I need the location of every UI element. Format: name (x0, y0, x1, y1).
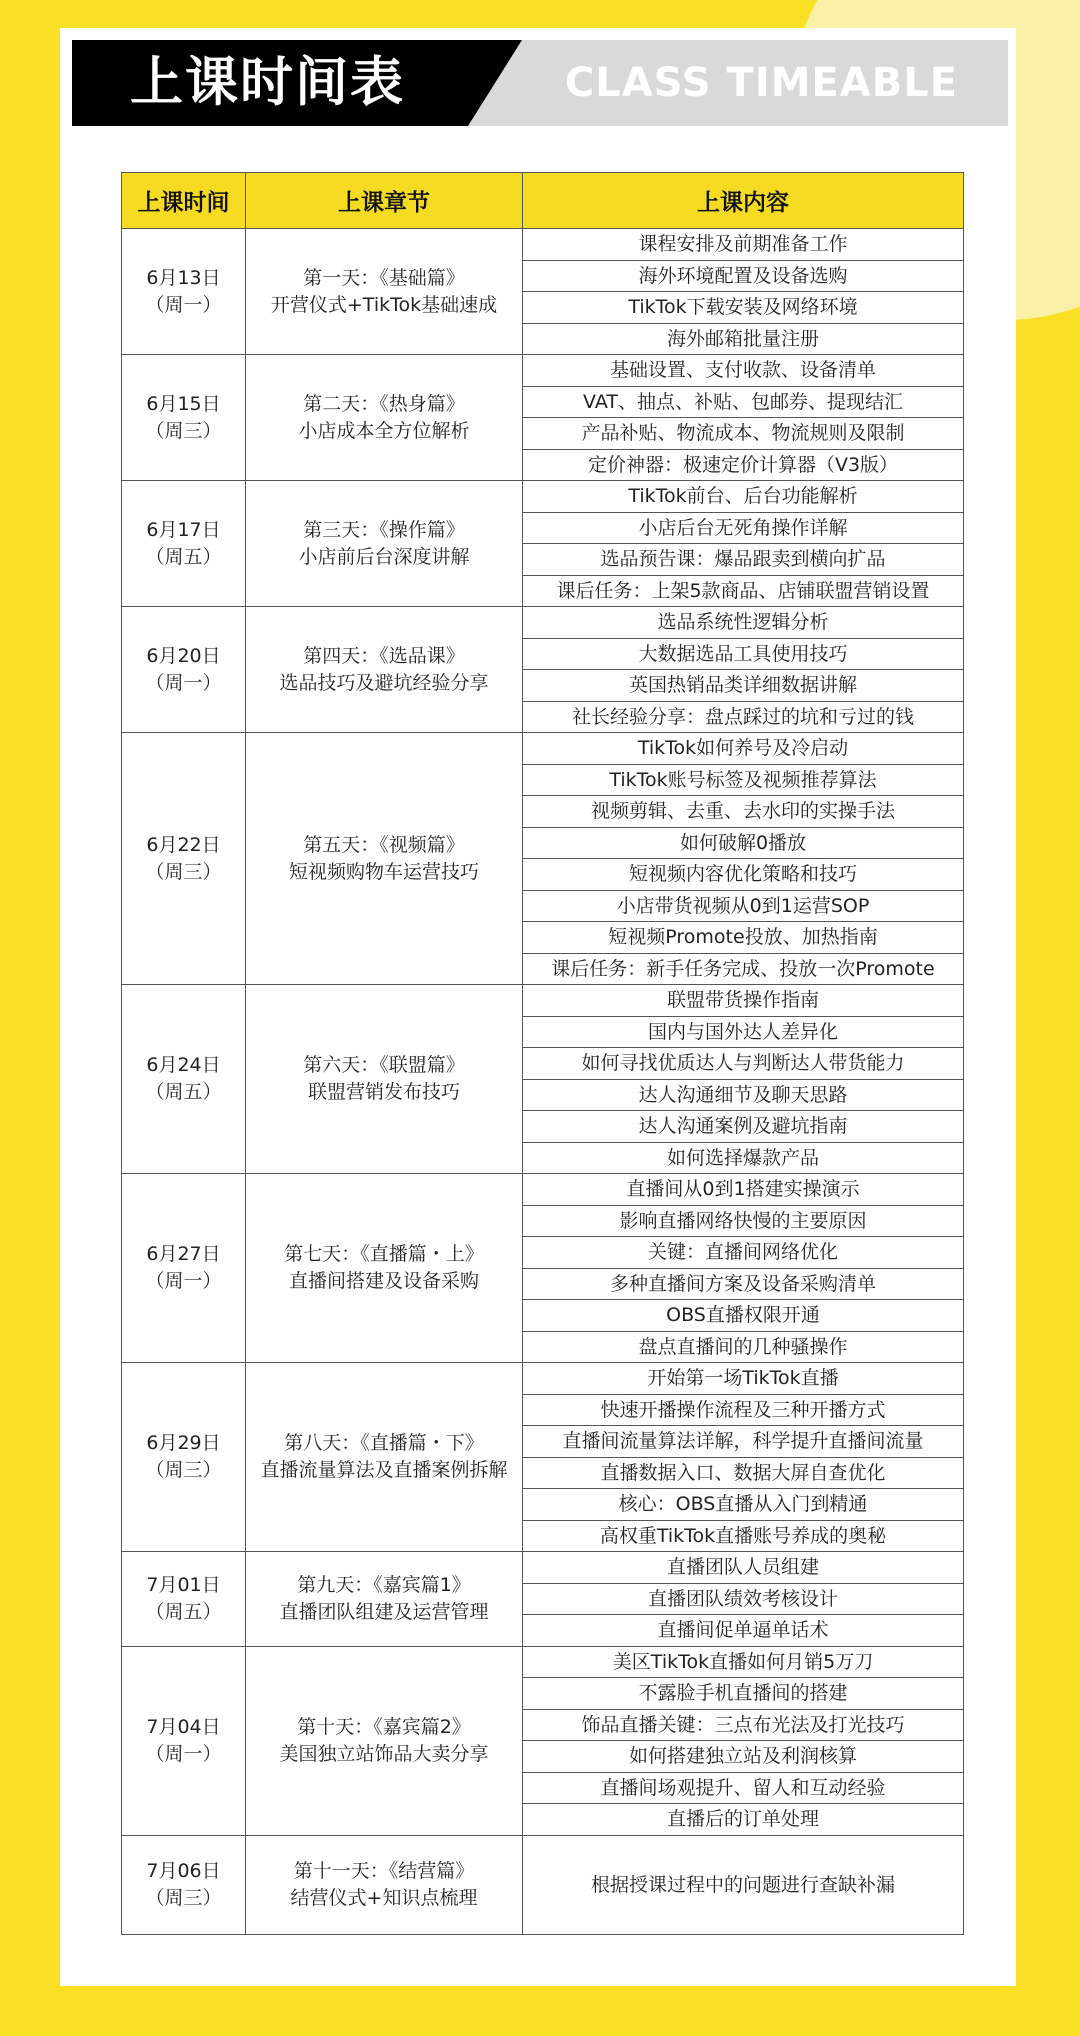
content-item: 开始第一场TikTok直播 (523, 1363, 964, 1395)
content-item: 直播间促单逼单话术 (523, 1615, 964, 1647)
content-item: 达人沟通案例及避坑指南 (523, 1111, 964, 1143)
content-item: 如何搭建独立站及利润核算 (523, 1741, 964, 1773)
chapter-topic: 短视频购物车运营技巧 (288, 860, 479, 883)
table-row (122, 1835, 964, 1934)
chapter-topic: 小店成本全方位解析 (298, 419, 470, 442)
content-item: 根据授课过程中的问题进行查缺补漏 (523, 1835, 964, 1934)
session-chapter-cell (246, 229, 523, 355)
session-chapter-cell (246, 355, 523, 481)
session-weekday: （周三） (145, 860, 222, 883)
content-item: TikTok前台、后台功能解析 (523, 481, 964, 513)
content-item: 大数据选品工具使用技巧 (523, 638, 964, 670)
session-date: 6月20日 (146, 644, 221, 667)
session-chapter-cell (246, 481, 523, 607)
column-header-content: 上课内容 (523, 173, 964, 229)
session-chapter-cell (246, 1363, 523, 1552)
content-item: TikTok下载安装及网络环境 (523, 292, 964, 324)
chapter-topic: 选品技巧及避坑经验分享 (279, 671, 489, 694)
column-header-time: 上课时间 (122, 173, 246, 229)
content-item: 社长经验分享：盘点踩过的坑和亏过的钱 (523, 701, 964, 733)
table-row (122, 1174, 964, 1206)
content-item: 基础设置、支付收款、设备清单 (523, 355, 964, 387)
session-date-cell (122, 1174, 246, 1363)
content-item: 小店带货视频从0到1运营SOP (523, 890, 964, 922)
content-item: 短视频Promote投放、加热指南 (523, 922, 964, 954)
session-date: 6月22日 (146, 833, 221, 856)
table-row (122, 229, 964, 261)
chapter-name: 第八天：《直播篇・下》 (284, 1432, 484, 1454)
content-item: 直播后的订单处理 (523, 1804, 964, 1836)
timetable-card (60, 28, 1016, 1986)
chapter-name: 第六天：《联盟篇》 (303, 1054, 465, 1076)
session-weekday: （周五） (145, 1081, 222, 1103)
session-weekday: （周一） (145, 293, 222, 316)
content-item: 如何破解0播放 (523, 827, 964, 859)
content-item: 课程安排及前期准备工作 (523, 229, 964, 261)
column-header-chapter: 上课章节 (246, 173, 523, 229)
content-item: 课后任务：上架5款商品、店铺联盟营销设置 (523, 575, 964, 607)
content-item: 海外邮箱批量注册 (523, 323, 964, 355)
session-chapter-cell (246, 985, 523, 1174)
session-date: 6月27日 (146, 1243, 221, 1265)
chapter-topic: 直播流量算法及直播案例拆解 (260, 1459, 508, 1481)
timetable (121, 172, 964, 1935)
content-item: 国内与国外达人差异化 (523, 1016, 964, 1048)
session-date: 6月17日 (146, 518, 221, 541)
chapter-name: 第一天：《基础篇》 (303, 266, 465, 289)
content-item: 如何选择爆款产品 (523, 1142, 964, 1174)
table-row (122, 607, 964, 639)
session-date-cell (122, 481, 246, 607)
content-item: VAT、抽点、补贴、包邮券、提现结汇 (523, 386, 964, 418)
session-date-cell (122, 355, 246, 481)
session-chapter-cell (246, 733, 523, 985)
chapter-topic: 直播间搭建及设备采购 (288, 1270, 479, 1292)
page-title: 上课时间表 (130, 52, 405, 113)
content-item: TikTok如何养号及冷启动 (523, 733, 964, 765)
session-date-cell (122, 1835, 246, 1934)
session-weekday: （周五） (145, 1600, 222, 1623)
table-header-row (122, 173, 964, 229)
session-date-cell (122, 1552, 246, 1647)
content-item: 直播间场观提升、留人和互动经验 (523, 1772, 964, 1804)
chapter-topic: 直播团队组建及运营管理 (279, 1600, 489, 1623)
session-weekday: （周一） (145, 1270, 222, 1292)
chapter-name: 第三天：《操作篇》 (303, 518, 465, 541)
content-item: 美区TikTok直播如何月销5万刀 (523, 1646, 964, 1678)
content-item: 英国热销品类详细数据讲解 (523, 670, 964, 702)
session-chapter-cell (246, 1835, 523, 1934)
table-row (122, 985, 964, 1017)
content-item: 盘点直播间的几种骚操作 (523, 1331, 964, 1363)
session-date: 7月06日 (146, 1859, 221, 1882)
content-item: 直播团队绩效考核设计 (523, 1583, 964, 1615)
session-date-cell (122, 229, 246, 355)
content-item: 产品补贴、物流成本、物流规则及限制 (523, 418, 964, 450)
content-item: 多种直播间方案及设备采购清单 (523, 1268, 964, 1300)
content-item: 直播团队人员组建 (523, 1552, 964, 1584)
table-row (122, 1552, 964, 1584)
content-item: 如何寻找优质达人与判断达人带货能力 (523, 1048, 964, 1080)
session-chapter-cell (246, 607, 523, 733)
content-item: 直播间从0到1搭建实操演示 (523, 1174, 964, 1206)
chapter-name: 第二天：《热身篇》 (303, 392, 465, 415)
table-row (122, 1646, 964, 1678)
content-item: 影响直播网络快慢的主要原因 (523, 1205, 964, 1237)
chapter-name: 第十天：《嘉宾篇2》 (297, 1715, 471, 1738)
chapter-topic: 小店前后台深度讲解 (298, 545, 470, 568)
session-chapter-cell (246, 1552, 523, 1647)
chapter-topic: 结营仪式+知识点梳理 (290, 1886, 478, 1909)
session-weekday: （周一） (145, 1742, 222, 1765)
content-item: 不露脸手机直播间的搭建 (523, 1678, 964, 1710)
table-row (122, 1363, 964, 1395)
session-date-cell (122, 1646, 246, 1835)
content-item: TikTok账号标签及视频推荐算法 (523, 764, 964, 796)
chapter-name: 第十一天：《结营篇》 (293, 1859, 475, 1882)
content-item: 核心：OBS直播从入门到精通 (523, 1489, 964, 1521)
chapter-name: 第四天：《选品课》 (303, 644, 465, 667)
chapter-name: 第五天：《视频篇》 (303, 833, 465, 856)
header-banner (72, 40, 1008, 126)
session-chapter-cell (246, 1646, 523, 1835)
session-weekday: （周一） (145, 671, 222, 694)
chapter-topic: 美国独立站饰品大卖分享 (279, 1742, 489, 1765)
content-item: OBS直播权限开通 (523, 1300, 964, 1332)
content-item: 课后任务：新手任务完成、投放一次Promote (523, 953, 964, 985)
session-date: 6月24日 (146, 1054, 221, 1076)
session-date: 6月13日 (146, 266, 221, 289)
content-item: 快速开播操作流程及三种开播方式 (523, 1394, 964, 1426)
session-date-cell (122, 607, 246, 733)
chapter-name: 第九天：《嘉宾篇1》 (297, 1573, 471, 1596)
chapter-topic: 开营仪式+TikTok基础速成 (270, 293, 498, 316)
content-item: 直播数据入口、数据大屏自查优化 (523, 1457, 964, 1489)
table-row (122, 481, 964, 513)
content-item: 选品预告课：爆品跟卖到横向扩品 (523, 544, 964, 576)
chapter-topic: 联盟营销发布技巧 (307, 1081, 460, 1103)
content-item: 视频剪辑、去重、去水印的实操手法 (523, 796, 964, 828)
session-date: 6月15日 (146, 392, 221, 415)
content-item: 小店后台无死角操作详解 (523, 512, 964, 544)
session-weekday: （周三） (145, 419, 222, 442)
session-date-cell (122, 733, 246, 985)
session-date-cell (122, 985, 246, 1174)
session-date: 6月29日 (146, 1432, 221, 1454)
table-row (122, 733, 964, 765)
session-weekday: （周三） (145, 1459, 222, 1481)
content-item: 定价神器：极速定价计算器（V3版） (523, 449, 964, 481)
content-item: 直播间流量算法详解，科学提升直播间流量 (523, 1426, 964, 1458)
page-subtitle: CLASS TIMEABLE (564, 60, 958, 106)
content-item: 短视频内容优化策略和技巧 (523, 859, 964, 891)
chapter-name: 第七天：《直播篇・上》 (284, 1243, 484, 1265)
content-item: 关键：直播间网络优化 (523, 1237, 964, 1269)
session-weekday: （周三） (145, 1886, 222, 1909)
content-item: 海外环境配置及设备选购 (523, 260, 964, 292)
session-weekday: （周五） (145, 545, 222, 568)
content-item: 选品系统性逻辑分析 (523, 607, 964, 639)
content-item: 饰品直播关键：三点布光法及打光技巧 (523, 1709, 964, 1741)
content-item: 达人沟通细节及聊天思路 (523, 1079, 964, 1111)
session-date: 7月04日 (146, 1715, 221, 1738)
content-item: 高权重TikTok直播账号养成的奥秘 (523, 1520, 964, 1552)
content-item: 联盟带货操作指南 (523, 985, 964, 1017)
session-date-cell (122, 1363, 246, 1552)
session-chapter-cell (246, 1174, 523, 1363)
table-row (122, 355, 964, 387)
session-date: 7月01日 (146, 1573, 221, 1596)
